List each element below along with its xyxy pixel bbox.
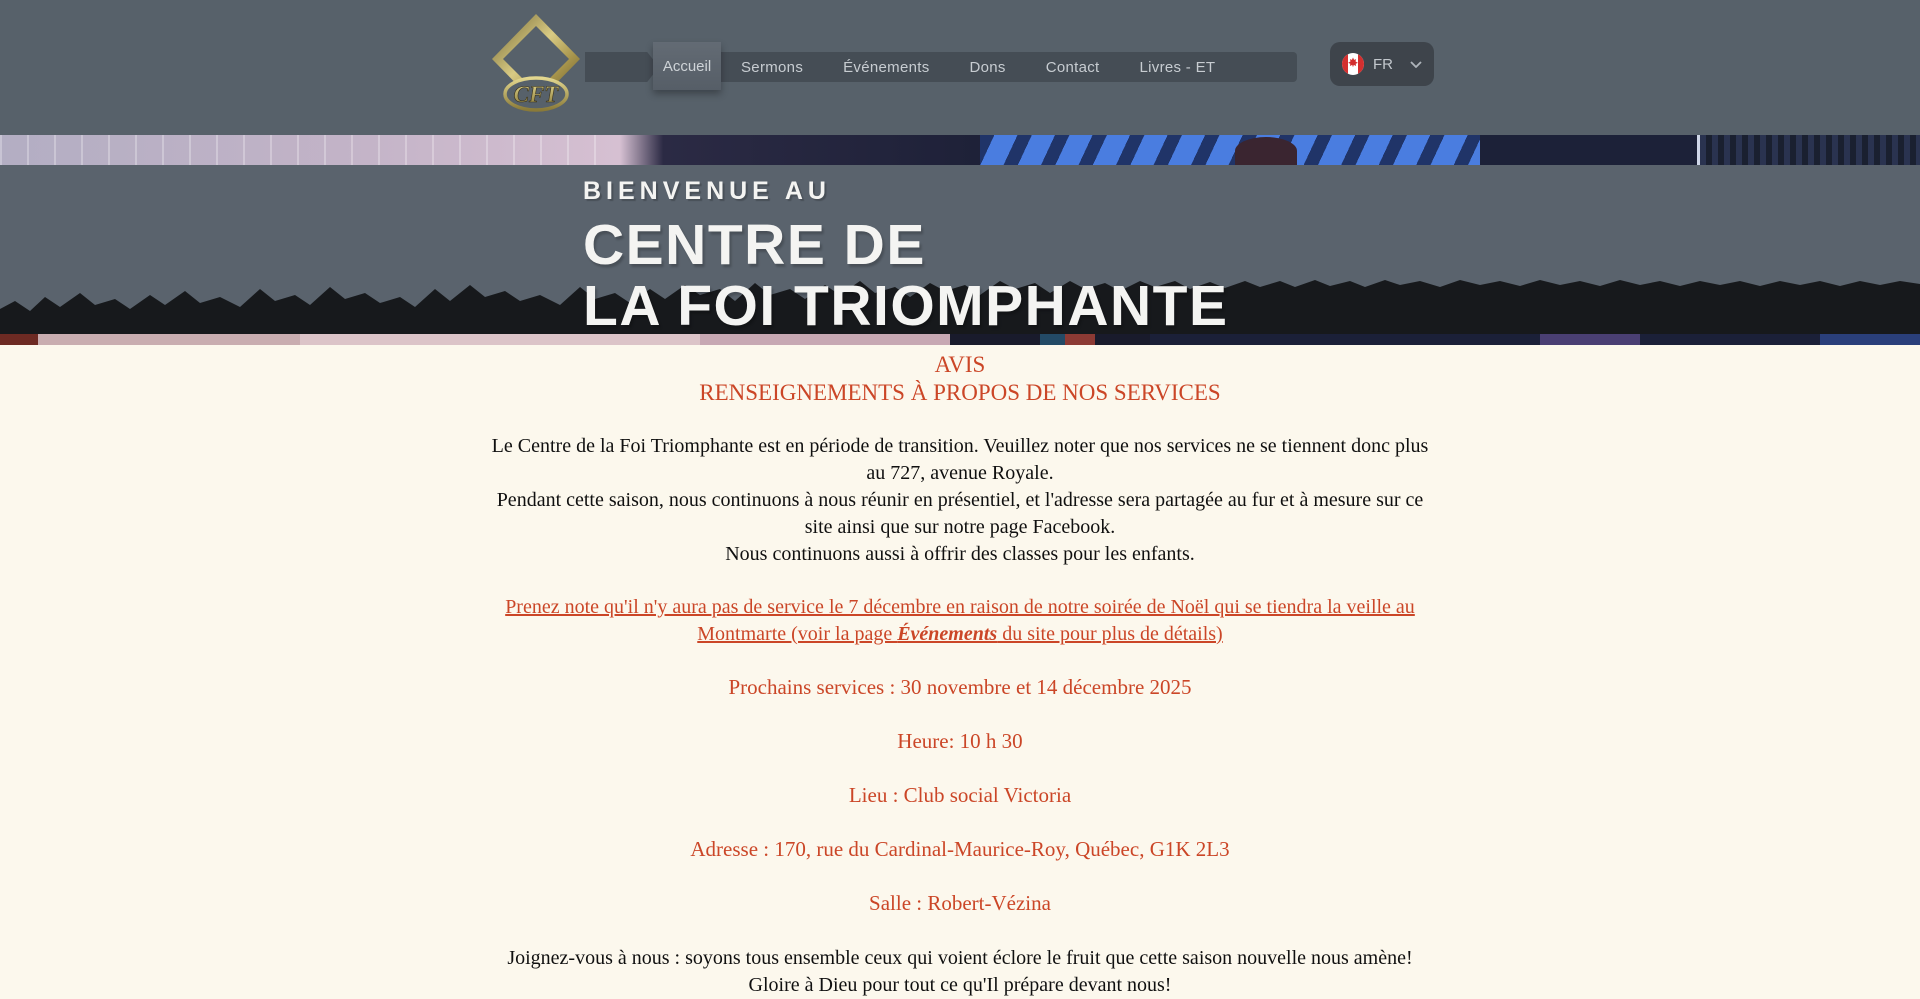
intro-sentence-2: Pendant cette saison, nous continuons à nous réunir en présentiel, et l'adresse sera partagée au fur et à mesure sur ce site ainsi que sur notre page Facebook. xyxy=(496,489,1424,538)
hero-photo-mid xyxy=(620,135,980,165)
hero-photo-strip-top xyxy=(0,135,1920,165)
detail-next-services: Prochains services : 30 novembre et 14 décembre 2025 xyxy=(728,675,1192,699)
diamond-logo-icon xyxy=(490,12,582,114)
site-header xyxy=(0,0,1920,135)
svg-text:CFT: CFT xyxy=(513,82,559,107)
hero-section xyxy=(0,135,1920,345)
nav-item-sermons[interactable]: Sermons xyxy=(741,58,804,76)
nav-item-accueil-label: Accueil xyxy=(662,57,712,75)
hero-photo-figure xyxy=(1235,137,1297,165)
link-text-evenements: Événements xyxy=(897,623,998,645)
link-text-after: du site pour plus de détails) xyxy=(997,623,1223,645)
language-code: FR xyxy=(1373,55,1393,73)
nav-item-accueil-active[interactable] xyxy=(653,42,721,90)
detail-time: Heure: 10 h 30 xyxy=(897,729,1023,753)
hero-photo-diagonals xyxy=(980,135,1480,165)
closing-paragraph: Joignez-vous à nous : soyons tous ensemble ceux qui voient éclore le fruit que cette saison nouvelle nous amène! Gloire à Dieu pour tout ce qu'Il prépare devant nous! xyxy=(507,947,1413,996)
language-selector[interactable] xyxy=(1330,42,1434,86)
link-text-before: Prenez note qu'il n'y aura pas de service le 7 décembre en raison de notre soirée de Noël qui se tiendra la veille au Montmarte (voir la page xyxy=(505,596,1415,645)
intro-sentence-1: Le Centre de la Foi Triomphante est en période de transition. Veuillez noter que nos services ne se tiennent donc plus au 727, avenue Royale. xyxy=(491,435,1429,484)
december-service-link[interactable] xyxy=(505,596,1415,645)
detail-room: Salle : Robert-Vézina xyxy=(869,891,1051,915)
main-nav xyxy=(585,52,1297,82)
hero-photo-right xyxy=(1480,135,1700,165)
detail-address: Adresse : 170, rue du Cardinal-Maurice-Roy, Québec, G1K 2L3 xyxy=(690,837,1230,861)
notice-heading-line2: RENSEIGNEMENTS À PROPOS DE NOS SERVICES xyxy=(699,380,1221,405)
december-service-note xyxy=(490,594,1430,648)
hero-kicker: BIENVENUE AU xyxy=(583,177,831,205)
nav-items xyxy=(721,52,1297,82)
nav-item-livres-et[interactable]: Livres - ET xyxy=(1139,58,1216,76)
nav-item-contact[interactable]: Contact xyxy=(1045,58,1100,76)
site-logo[interactable] xyxy=(490,12,582,114)
hero-photo-far-right xyxy=(1700,135,1920,165)
notice-intro xyxy=(490,433,1430,568)
chevron-down-icon xyxy=(1410,61,1422,68)
nav-item-evenements[interactable]: Événements xyxy=(843,58,930,76)
hero-heading-block xyxy=(583,177,1229,337)
canada-flag-icon xyxy=(1342,53,1364,75)
main-content xyxy=(0,345,1920,996)
hero-title-line2: LA FOI TRIOMPHANTE xyxy=(583,274,1229,338)
hero-photo-left xyxy=(0,135,620,165)
detail-place: Lieu : Club social Victoria xyxy=(848,783,1072,807)
notice-heading-line1: AVIS xyxy=(934,352,986,377)
nav-item-dons[interactable]: Dons xyxy=(969,58,1006,76)
nav-left-cap xyxy=(585,52,659,82)
intro-sentence-3: Nous continuons aussi à offrir des classes pour les enfants. xyxy=(725,543,1195,565)
hero-title-line1: CENTRE DE xyxy=(583,213,926,277)
